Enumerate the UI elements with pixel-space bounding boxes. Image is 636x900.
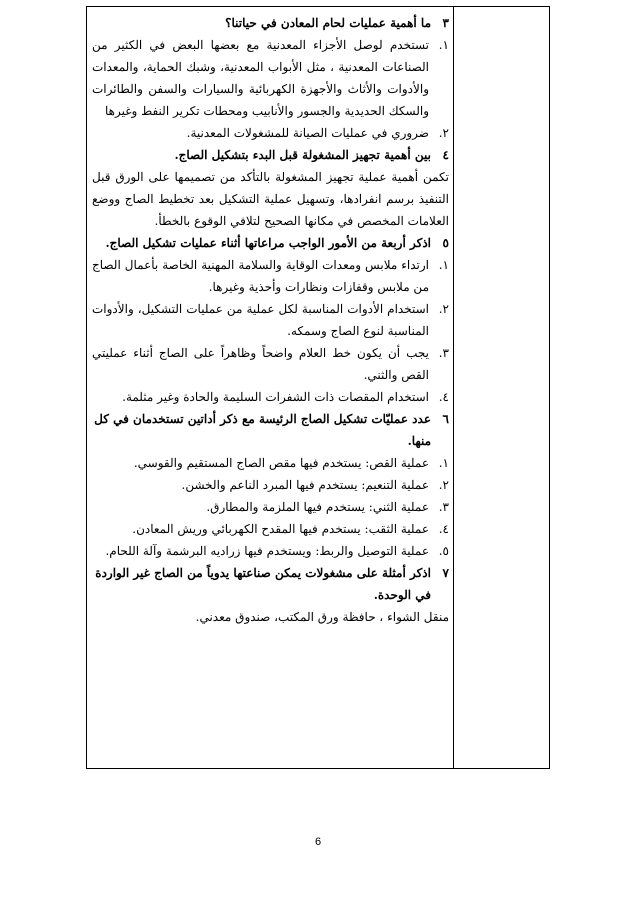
item-text: عملية التنعيم: يستخدم فيها المبرد الناعم والخشن. [181, 478, 429, 492]
item-number: ٢. [438, 126, 449, 140]
item-text: ضروري في عمليات الصيانة للمشغولات المعدنية. [186, 126, 429, 140]
item-text: ارتداء ملابس ومعدات الوقاية والسلامة المهنية الخاصة بأعمال الصاج من ملابس وقفازات ونظارات وأحذية وغيرها. [92, 258, 429, 294]
question-text: عدد عمليّات تشكيل الصاج الرئيسة مع ذكر أداتين تستخدمان في كل منها. [94, 412, 431, 448]
answer-paragraph: منقل الشواء ، حافظة ورق المكتب، صندوق معدني. [195, 610, 449, 624]
page-number: 6 [314, 836, 322, 848]
item-text: استخدام المقصات ذات الشفرات السليمة والحادة وغير مثلمة. [122, 390, 429, 404]
question-text: بين أهمية تجهيز المشغولة قبل البدء بتشكيل الصاج. [174, 148, 431, 162]
question-4-title [92, 144, 449, 166]
list-item [92, 254, 449, 298]
item-text: عملية الثقب: يستخدم فيها المقدح الكهربائي وريش المعادن. [132, 522, 429, 536]
question-number: ٦ [442, 412, 449, 426]
question-6-title [92, 408, 449, 452]
list-item [92, 540, 449, 562]
question-number: ٤ [442, 148, 449, 162]
item-number: ٣. [438, 346, 449, 360]
question-text: اذكر أربعة من الأمور الواجب مراعاتها أثناء عمليات تشكيل الصاج. [105, 236, 431, 250]
list-item [92, 122, 449, 144]
question-number: ٥ [442, 236, 449, 250]
item-number: ٢. [438, 302, 449, 316]
item-number: ١. [438, 456, 449, 470]
item-number: ٤. [438, 390, 449, 404]
item-number: ١. [438, 258, 449, 272]
list-item [92, 518, 449, 540]
list-item [92, 452, 449, 474]
list-item [92, 386, 449, 408]
answer-content [92, 12, 449, 628]
item-number: ٥. [438, 544, 449, 558]
item-text: يجب أن يكون خط العلام واضحاً وظاهراً على الصاج أثناء عمليتي القص والثني. [92, 346, 429, 382]
item-text: عملية القص: يستخدم فيها مقص الصاج المستقيم والقوسي. [133, 456, 429, 470]
question-number: ٧ [442, 566, 449, 580]
item-number: ٤. [438, 522, 449, 536]
list-item [92, 496, 449, 518]
item-number: ٣. [438, 500, 449, 514]
question-text: اذكر أمثلة على مشغولات يمكن صناعتها يدوياً من الصاج غير الواردة في الوحدة. [95, 566, 431, 602]
list-item [92, 298, 449, 342]
item-number: ٢. [438, 478, 449, 492]
column-divider [453, 6, 454, 769]
item-number: ١. [438, 38, 449, 52]
question-3-title [92, 12, 449, 34]
item-text: تستخدم لوصل الأجزاء المعدنية مع بعضها البعض في الكثير من الصناعات المعدنية ، مثل الأبواب المعدنية، وشبك الحماية، والمعدات والأدوات والأثاث والأجهزة الكهربائية والسيارات والسفن والطائرات والسكك الحديدية والجسور والأنابيب ومحطات تكرير النفط وغيرها [92, 38, 429, 118]
item-text: عملية الثني: يستخدم فيها الملزمة والمطارق. [206, 500, 429, 514]
item-text: استخدام الأدوات المناسبة لكل عملية من عمليات التشكيل، والأدوات المناسبة لنوع الصاج وسمكه. [92, 302, 429, 338]
list-item [92, 342, 449, 386]
question-7-title [92, 562, 449, 606]
answer-paragraph: تكمن أهمية عملية تجهيز المشغولة بالتأكد من تصميمها على الورق قبل التنفيذ برسم انفرادها، وتسهيل عملية التشكيل بعد تخطيط الصاج ووضع العلامات المخصص في مكانها الصحيح لتلافي الوقوع بالخطأ. [92, 170, 449, 228]
question-text: ما أهمية عمليات لحام المعادن في حياتنا؟ [225, 16, 431, 30]
question-5-title [92, 232, 449, 254]
list-item [92, 34, 449, 122]
list-item [92, 474, 449, 496]
question-number: ٣ [442, 16, 449, 30]
item-text: عملية التوصيل والربط: ويستخدم فيها زراديه البرشمة وآلة اللحام. [105, 544, 429, 558]
